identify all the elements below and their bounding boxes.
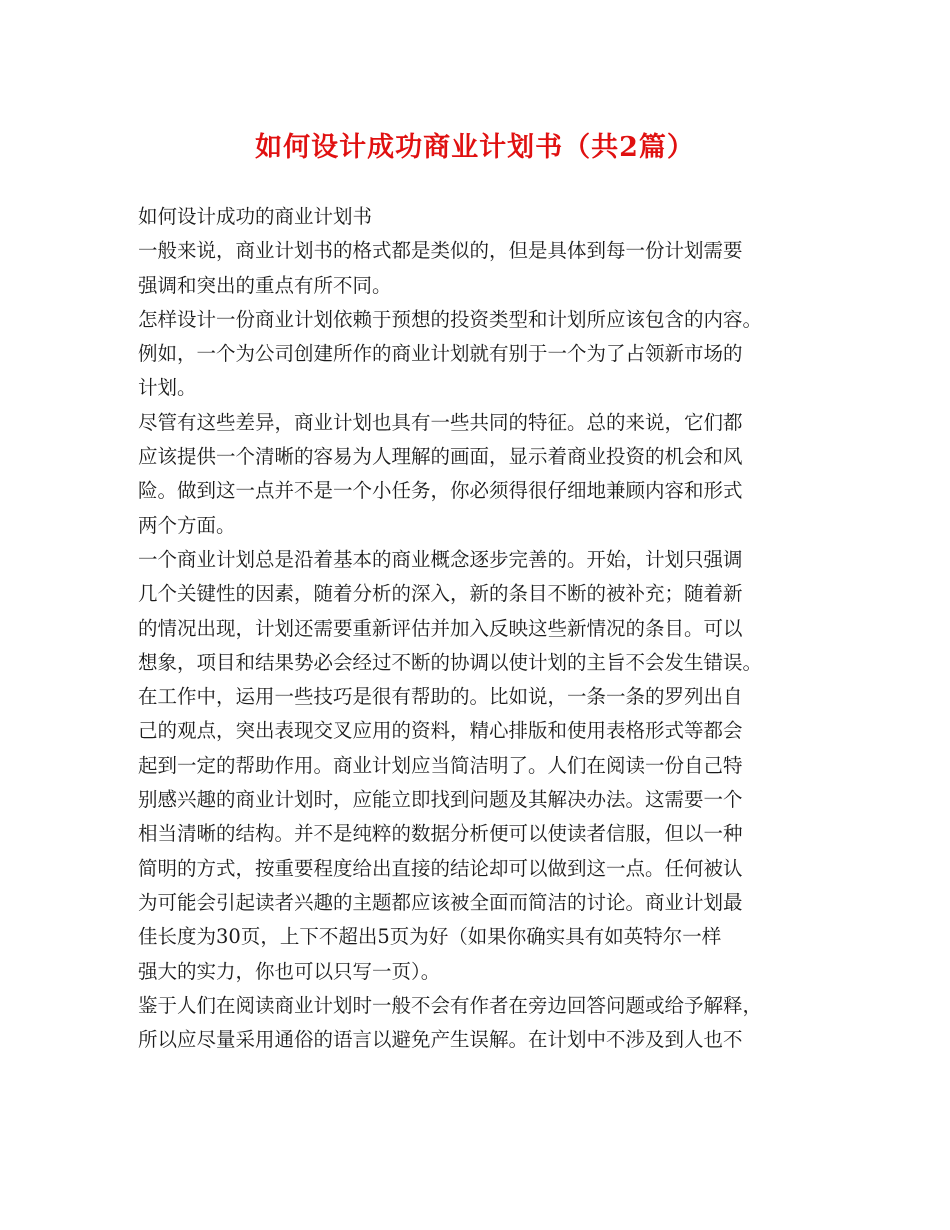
text-line: 例如，一个为公司创建所作的商业计划就有别于一个为了占领新市场的 [138, 342, 743, 366]
text-line: 一般来说，商业计划书的格式都是类似的，但是具体到每一份计划需要 [138, 239, 743, 263]
text-line: 起到一定的帮助作用。商业计划应当简洁明了。人们在阅读一份自己特 [138, 753, 743, 777]
text-line: 几个关键性的因素，随着分析的深入，新的条目不断的被补充；随着新 [138, 582, 743, 606]
text-line: 想象，项目和结果势必会经过不断的协调以使计划的主旨不会发生错误。 [138, 650, 763, 674]
text-line: 在工作中，运用一些技巧是很有帮助的。比如说，一条一条的罗列出自 [138, 685, 743, 709]
text-line: 尽管有这些差异，商业计划也具有一些共同的特征。总的来说，它们都 [138, 410, 743, 434]
text-line: 为可能会引起读者兴趣的主题都应该被全面而简洁的讨论。商业计划最 [138, 890, 743, 914]
text-line: 的情况出现，计划还需要重新评估并加入反映这些新情况的条目。可以 [138, 616, 743, 640]
text-line: 强大的实力，你也可以只写一页）。 [138, 959, 441, 983]
text-line: 己的观点，突出表现交叉应用的资料，精心排版和使用表格形式等都会 [138, 719, 743, 743]
text-line: 强调和突出的重点有所不同。 [138, 273, 392, 297]
document-body [138, 200, 818, 1057]
text-line: 鉴于人们在阅读商业计划时一般不会有作者在旁边回答问题或给予解释， [138, 993, 763, 1017]
text-line: 一个商业计划总是沿着基本的商业概念逐步完善的。开始，计划只强调 [138, 547, 743, 571]
text-line: 佳长度为30页，上下不超出5页为好（如果你确实具有如英特尔一样 [138, 925, 722, 949]
text-line: 险。做到这一点并不是一个小任务，你必须得很仔细地兼顾内容和形式 [138, 479, 743, 503]
text-line: 怎样设计一份商业计划依赖于预想的投资类型和计划所应该包含的内容。 [138, 307, 763, 331]
text-line: 相当清晰的结构。并不是纯粹的数据分析便可以使读者信服，但以一种 [138, 822, 743, 846]
text-line: 别感兴趣的商业计划时，应能立即找到问题及其解决办法。这需要一个 [138, 788, 743, 812]
document-title: 如何设计成功商业计划书（共2篇） [255, 132, 695, 163]
text-line: 两个方面。 [138, 513, 236, 537]
text-line: 所以应尽量采用通俗的语言以避免产生误解。在计划中不涉及到人也不 [138, 1028, 743, 1052]
text-line: 应该提供一个清晰的容易为人理解的画面，显示着商业投资的机会和风 [138, 445, 743, 469]
text-line: 计划。 [138, 376, 197, 400]
text-line: 如何设计成功的商业计划书 [138, 205, 373, 228]
text-line: 简明的方式，按重要程度给出直接的结论却可以做到这一点。任何被认 [138, 856, 743, 880]
